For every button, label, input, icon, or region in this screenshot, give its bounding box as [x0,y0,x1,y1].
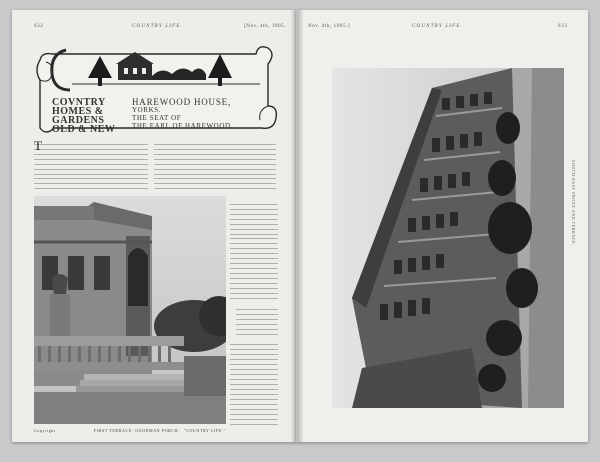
left-running-date: [Nov. 4th, 1905. [244,24,287,29]
book-gutter [290,10,304,442]
body-text-column [34,140,148,192]
series-line: OLD & NEW [52,124,116,135]
series-line: HOMES & [52,106,104,117]
magazine-spread [12,10,588,442]
right-photo-caption: SOUTH-EAST FRONT AND TERRACE. [571,160,576,246]
house-front-photo [332,68,564,408]
body-text-column-narrow [230,200,278,426]
body-text-column [154,140,276,192]
caption-title: FIRST TERRACE: GOODMAN PORCH. [94,428,180,433]
left-running-title: COUNTRY LIFE. [132,24,184,29]
drop-cap: T [34,140,42,153]
left-page-number: 632 [34,24,44,29]
left-page [12,10,296,442]
terrace-porch-photo [34,196,226,424]
series-title [52,98,122,134]
caption-source: "COUNTRY LIFE." [184,428,226,433]
series-line: GARDENS [52,115,105,126]
house-name: HAREWOOD HOUSE, [132,97,231,107]
owner-name: THE EARL OF HAREWOOD. [132,122,233,130]
caption-credit: Copyright [34,428,56,433]
right-running-date: Nov. 4th, 1905.] [308,24,351,29]
right-running-title: COUNTRY LIFE. [412,24,464,29]
right-page-number: 633 [558,24,568,29]
article-subject [132,98,282,130]
county-name: YORKS. [132,106,162,114]
seat-of-label: THE SEAT OF [132,114,182,122]
article-header-ornament [32,40,282,136]
series-line: COVNTRY [52,97,106,108]
right-page [296,10,588,442]
